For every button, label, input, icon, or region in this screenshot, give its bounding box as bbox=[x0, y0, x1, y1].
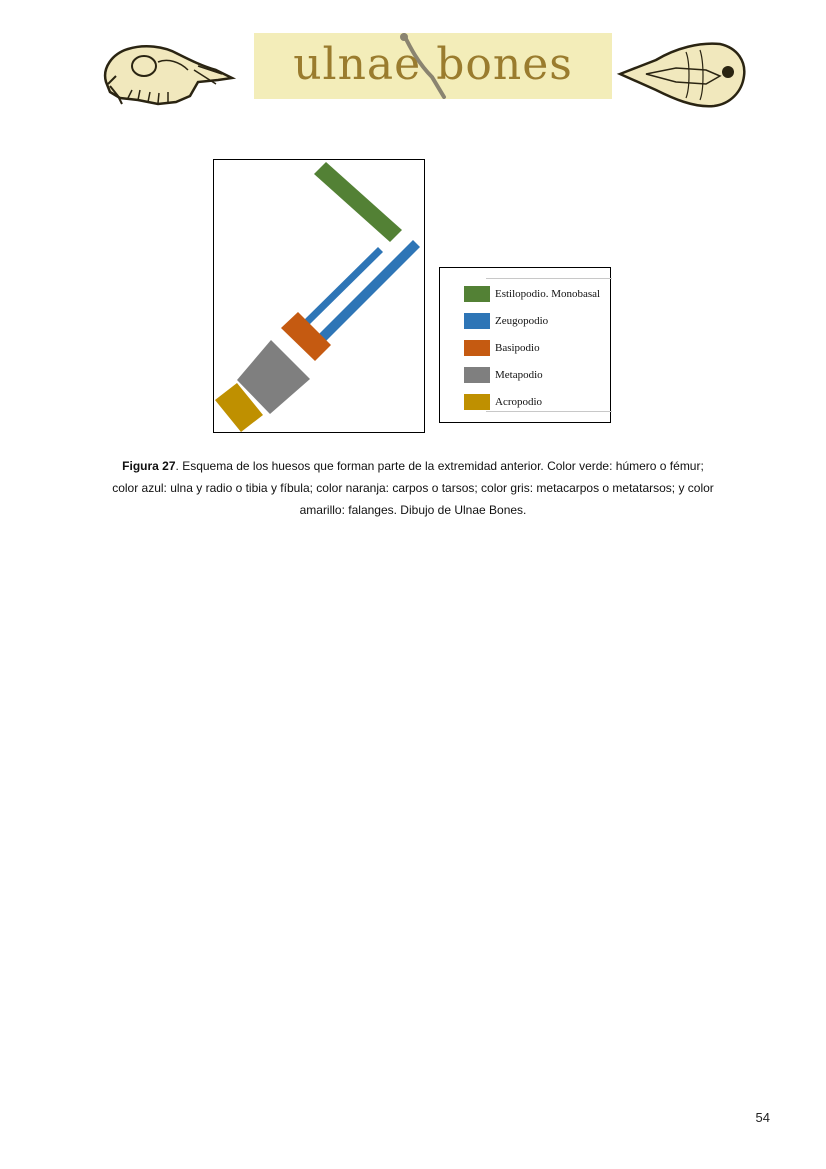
legend-swatch bbox=[464, 394, 490, 410]
skull-lateral-logo bbox=[98, 40, 238, 110]
bone-estilopodio bbox=[314, 162, 402, 242]
legend bbox=[439, 267, 611, 423]
limb-diagram bbox=[213, 159, 425, 433]
figure-label: Figura 27 bbox=[122, 459, 176, 473]
logo-text: ulnae bones bbox=[293, 39, 573, 90]
figure-caption bbox=[110, 455, 716, 521]
page-number: 54 bbox=[755, 1110, 770, 1125]
legend-rule-top bbox=[486, 278, 612, 279]
legend-swatch bbox=[464, 286, 490, 302]
caption-text: . Esquema de los huesos que forman parte de la extremidad anterior. Color verde: húmero o fémur; color azul: ulna y radio o tibia y fíbula; color naranja: carpos o tarsos; color gris: metacarpos o metatarsos; y color amarillo: falanges. Dibujo de Ulnae Bones. bbox=[112, 459, 714, 517]
legend-rule-bottom bbox=[486, 411, 612, 412]
legend-swatch bbox=[464, 340, 490, 356]
legend-swatch bbox=[464, 367, 490, 383]
legend-label: Metapodio bbox=[495, 369, 543, 381]
legend-label: Basipodio bbox=[495, 342, 540, 354]
skull-dorsal-logo bbox=[616, 38, 748, 112]
legend-label: Acropodio bbox=[495, 396, 543, 408]
logo-banner bbox=[254, 33, 612, 99]
legend-label: Estilopodio. Monobasal bbox=[495, 288, 601, 300]
legend-label: Zeugopodio bbox=[495, 315, 549, 327]
bone-zeugopodio-radio bbox=[318, 240, 420, 342]
legend-swatch bbox=[464, 313, 490, 329]
